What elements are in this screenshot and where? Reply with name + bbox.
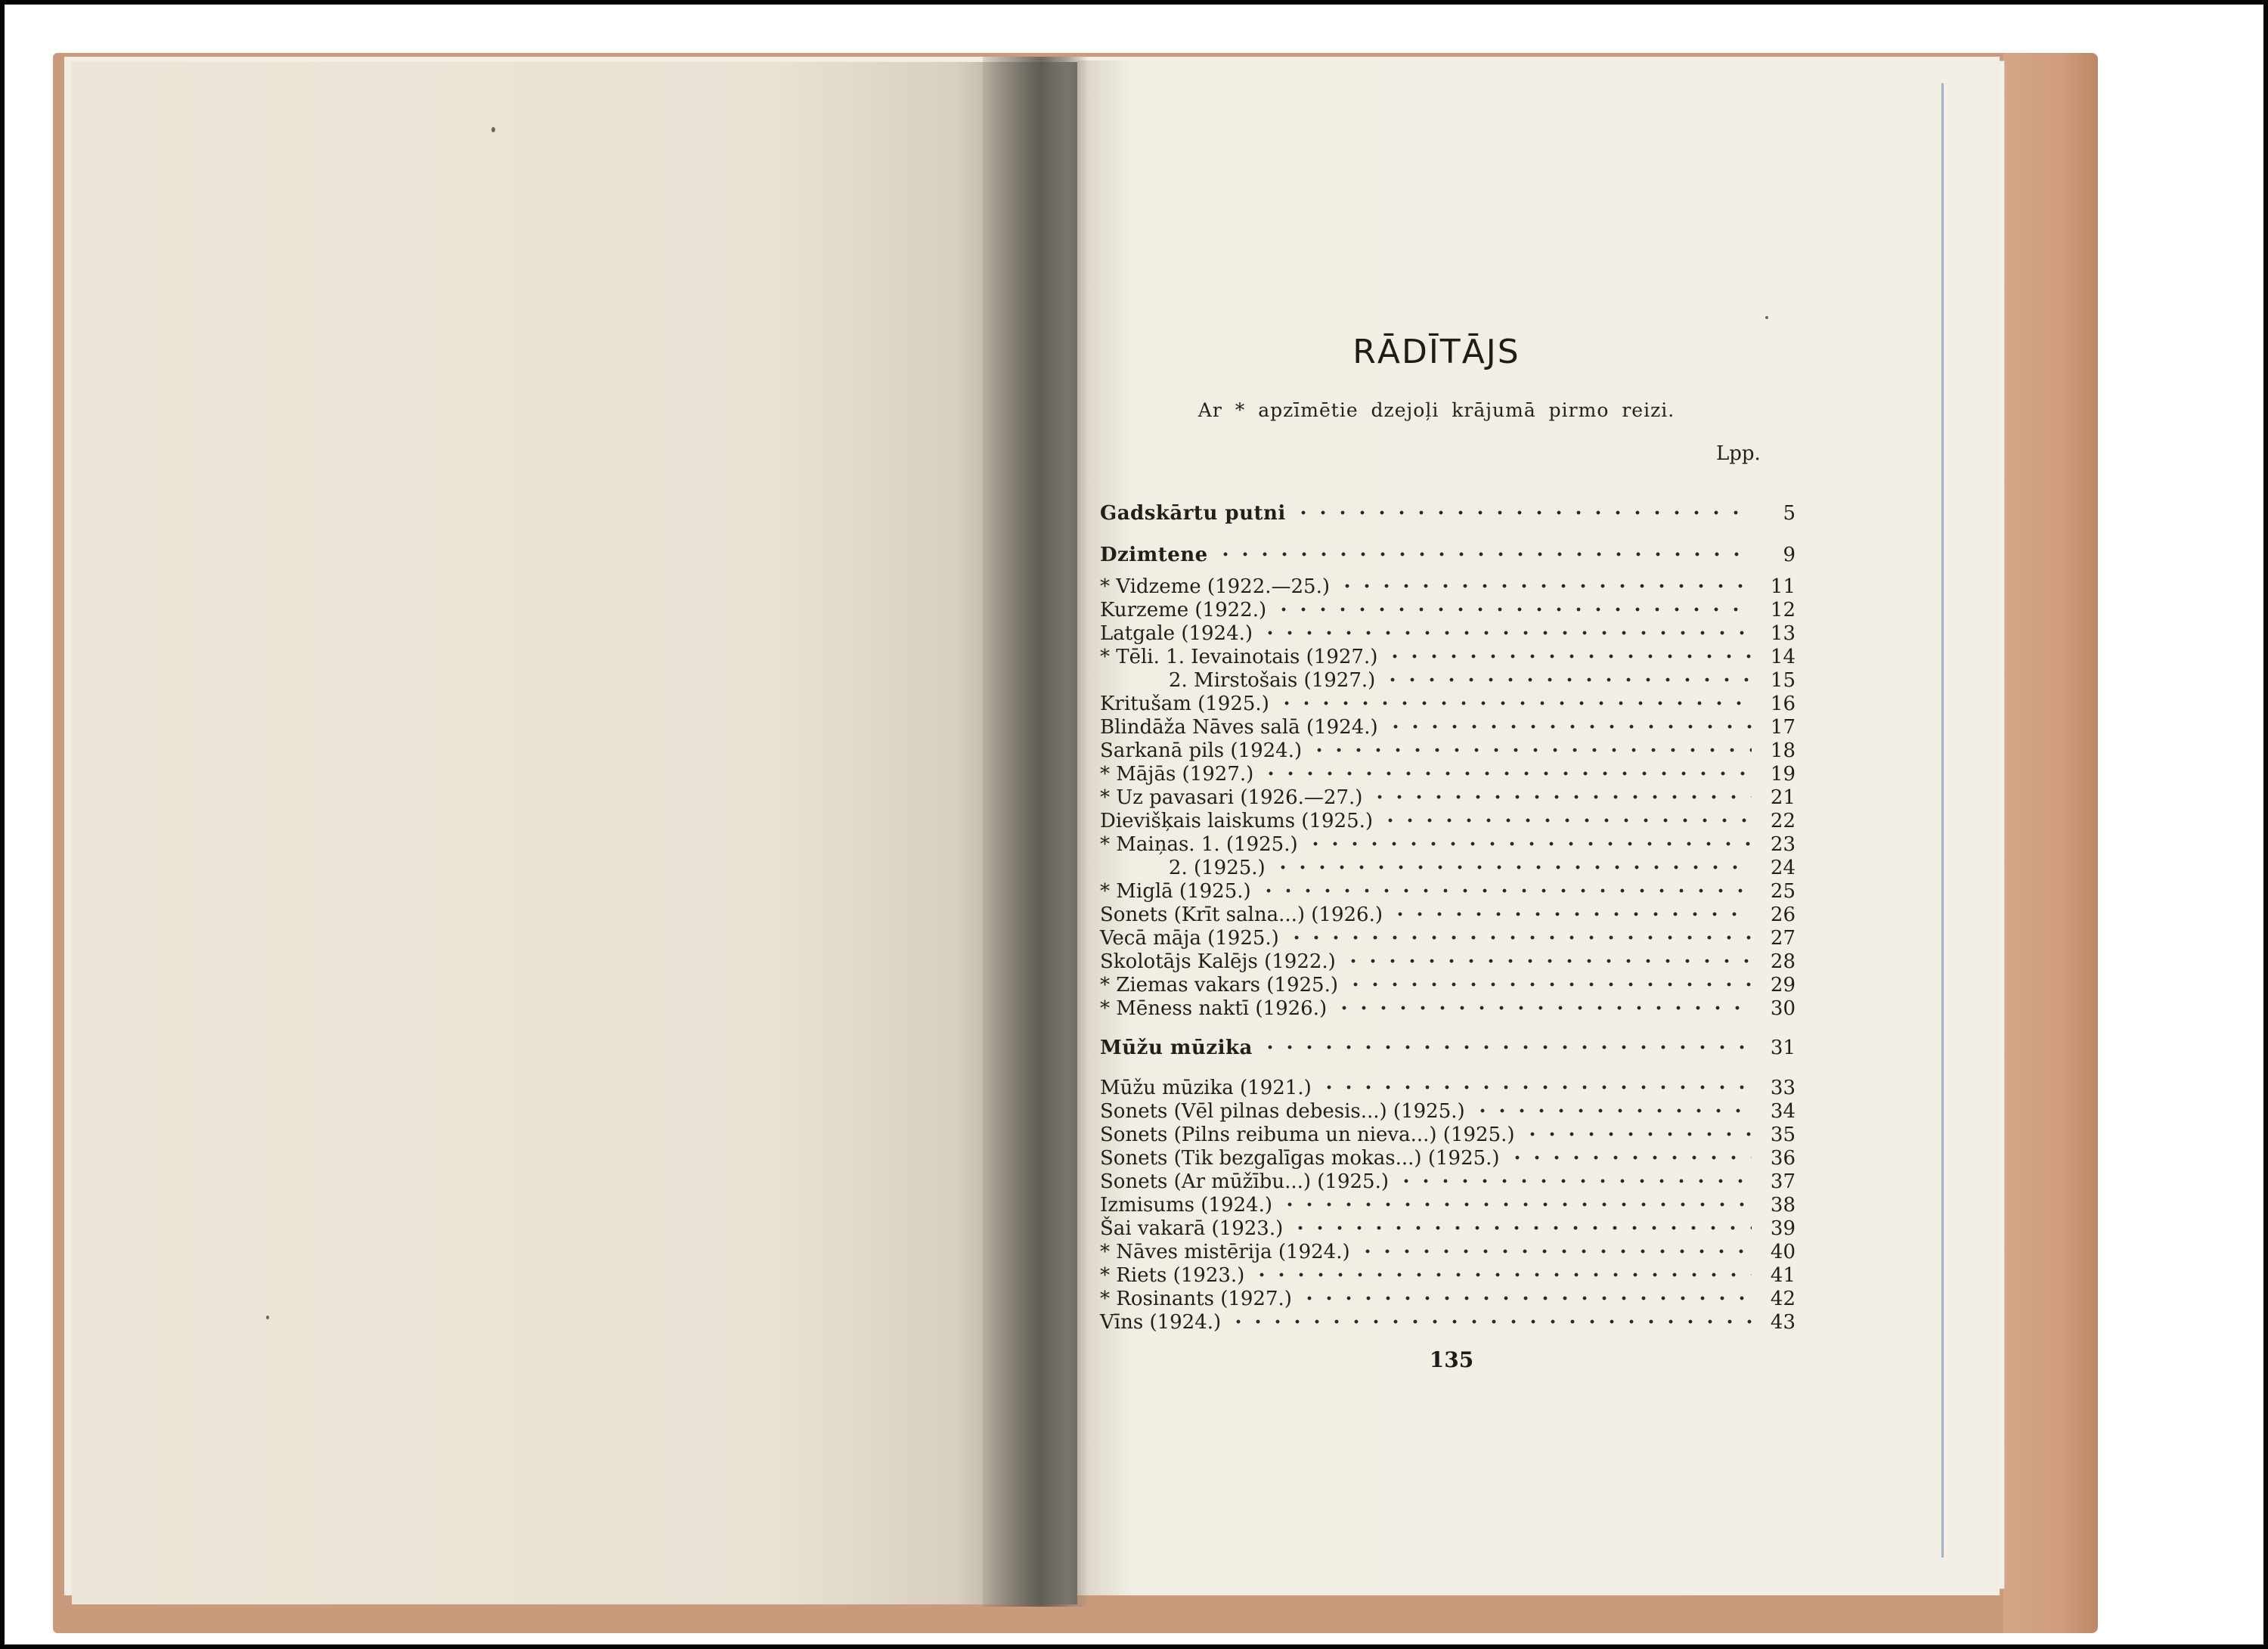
toc-page-number: 27 bbox=[1770, 927, 1796, 950]
paper-speck bbox=[1765, 316, 1768, 319]
dot-leader bbox=[1523, 1127, 1752, 1142]
dot-leader bbox=[1334, 1000, 1752, 1015]
toc-entry bbox=[1100, 783, 1796, 809]
book-gutter bbox=[983, 57, 1089, 1607]
toc-page-number: 17 bbox=[1770, 716, 1796, 739]
left-page-blank bbox=[72, 62, 1077, 1604]
toc-title: * Vidzeme (1922.—25.) bbox=[1100, 575, 1331, 598]
dot-leader bbox=[1385, 649, 1752, 664]
toc-title: * Miglā (1925.) bbox=[1100, 880, 1251, 903]
toc-page-number: 37 bbox=[1770, 1170, 1796, 1193]
toc-entry bbox=[1100, 1191, 1796, 1217]
toc-entry bbox=[1100, 690, 1796, 715]
toc-page-number: 38 bbox=[1770, 1194, 1796, 1217]
dot-leader bbox=[1370, 789, 1752, 804]
paper-speck bbox=[266, 1316, 269, 1319]
toc-title: Sonets (Krīt salna...) (1926.) bbox=[1100, 904, 1383, 926]
toc-title: Gadskārtu putni bbox=[1100, 502, 1286, 525]
toc-page-number: 18 bbox=[1770, 739, 1796, 762]
paper-speck bbox=[491, 127, 495, 132]
toc-page-number: 33 bbox=[1770, 1077, 1796, 1099]
toc-page-number: 14 bbox=[1770, 646, 1796, 668]
dot-leader bbox=[1300, 1291, 1752, 1306]
dot-leader bbox=[1309, 742, 1752, 758]
toc-title: Sonets (Tik bezgalīgas mokas...) (1925.) bbox=[1100, 1147, 1500, 1170]
toc-title: Mūžu mūzika (1921.) bbox=[1100, 1077, 1312, 1099]
dot-leader bbox=[1280, 1197, 1752, 1212]
toc-page-number: 21 bbox=[1770, 786, 1796, 809]
dot-leader bbox=[1383, 672, 1752, 687]
toc-title: Dievišķais laiskums (1925.) bbox=[1100, 810, 1374, 832]
toc-title: * Maiņas. 1. (1925.) bbox=[1100, 833, 1298, 856]
toc-entry bbox=[1100, 1261, 1796, 1287]
toc-entry bbox=[1100, 643, 1796, 668]
toc-title: * Uz pavasari (1926.—27.) bbox=[1100, 786, 1363, 809]
page-column-header: Lpp. bbox=[1716, 442, 1761, 465]
dot-leader bbox=[1273, 860, 1752, 875]
toc-entry bbox=[1100, 830, 1796, 856]
toc-title: Dzimtene bbox=[1100, 544, 1208, 566]
toc-entry bbox=[1100, 713, 1796, 739]
toc-page-number: 25 bbox=[1770, 880, 1796, 903]
dot-leader bbox=[1390, 907, 1752, 922]
dot-leader bbox=[1261, 766, 1752, 781]
toc-entry bbox=[1100, 877, 1796, 903]
dot-leader bbox=[1216, 547, 1752, 562]
toc-title: Skolotājs Kalējs (1922.) bbox=[1100, 950, 1336, 973]
dot-leader bbox=[1319, 1080, 1752, 1095]
toc-entry bbox=[1100, 1238, 1796, 1263]
toc-entry bbox=[1100, 760, 1796, 786]
toc-title: Kurzeme (1922.) bbox=[1100, 599, 1267, 621]
toc-page-number: 30 bbox=[1770, 997, 1796, 1020]
toc-title: Šai vakarā (1923.) bbox=[1100, 1217, 1284, 1240]
toc-entry bbox=[1100, 1285, 1796, 1310]
dot-leader bbox=[1507, 1150, 1752, 1165]
toc-title: * Nāves mistērija (1924.) bbox=[1100, 1241, 1350, 1263]
toc-page-number: 28 bbox=[1770, 950, 1796, 973]
toc-title: * Mājās (1927.) bbox=[1100, 763, 1254, 786]
toc-page-number: 42 bbox=[1770, 1288, 1796, 1310]
dot-leader bbox=[1228, 1314, 1752, 1329]
toc-page-number: 39 bbox=[1770, 1217, 1796, 1240]
toc-page-number: 41 bbox=[1770, 1264, 1796, 1287]
toc-title: 2. (1925.) bbox=[1100, 857, 1266, 879]
toc-title: Latgale (1924.) bbox=[1100, 622, 1253, 645]
toc-page-number: 26 bbox=[1770, 904, 1796, 926]
toc-entry bbox=[1100, 1097, 1796, 1123]
toc-page-number: 22 bbox=[1770, 810, 1796, 832]
toc-entry bbox=[1100, 971, 1796, 997]
toc-page-number: 29 bbox=[1770, 974, 1796, 997]
toc-page-number: 5 bbox=[1783, 502, 1796, 525]
toc-title: Sonets (Ar mūžību...) (1925.) bbox=[1100, 1170, 1389, 1193]
toc-entry bbox=[1100, 596, 1796, 621]
toc-page-number: 35 bbox=[1770, 1124, 1796, 1146]
index-note: Ar * apzīmētie dzejoļi krājumā pirmo reizi. bbox=[1198, 399, 1675, 421]
toc-entry bbox=[1100, 666, 1796, 692]
toc-section bbox=[1100, 1034, 1796, 1059]
toc-title: Sonets (Vēl pilnas debesis...) (1925.) bbox=[1100, 1100, 1465, 1123]
dot-leader bbox=[1396, 1173, 1752, 1189]
toc-title: Blindāža Nāves salā (1924.) bbox=[1100, 716, 1378, 739]
cover-edge-right bbox=[2003, 53, 2098, 1633]
toc-page-number: 24 bbox=[1770, 857, 1796, 879]
toc-entry bbox=[1100, 947, 1796, 973]
dot-leader bbox=[1252, 1267, 1752, 1282]
dot-leader bbox=[1337, 578, 1752, 594]
dot-leader bbox=[1287, 930, 1752, 945]
toc-title: 2. Mirstošais (1927.) bbox=[1100, 669, 1376, 692]
toc-entry bbox=[1100, 572, 1796, 598]
toc-page-number: 19 bbox=[1770, 763, 1796, 786]
toc-page-number: 16 bbox=[1770, 693, 1796, 715]
paper-speck bbox=[1046, 1455, 1049, 1458]
toc-title: * Riets (1923.) bbox=[1100, 1264, 1245, 1287]
toc-entry bbox=[1100, 1144, 1796, 1170]
toc-entry bbox=[1100, 1308, 1796, 1334]
toc-title: * Tēli. 1. Ievainotais (1927.) bbox=[1100, 646, 1378, 668]
dot-leader bbox=[1306, 836, 1752, 851]
toc-entry bbox=[1100, 924, 1796, 950]
dot-leader bbox=[1294, 505, 1752, 520]
toc-entry bbox=[1100, 619, 1796, 645]
page-edge-blue-line bbox=[1941, 83, 1944, 1558]
toc-entry bbox=[1100, 854, 1796, 879]
toc-entry bbox=[1100, 1121, 1796, 1146]
toc-page-number: 36 bbox=[1770, 1147, 1796, 1170]
toc-page-number: 23 bbox=[1770, 833, 1796, 856]
toc-page-number: 43 bbox=[1770, 1311, 1796, 1334]
toc-title: Sonets (Pilns reibuma un nieva...) (1925.) bbox=[1100, 1124, 1515, 1146]
toc-page-number: 40 bbox=[1770, 1241, 1796, 1263]
toc-page-number: 11 bbox=[1770, 575, 1796, 598]
toc-page-number: 15 bbox=[1770, 669, 1796, 692]
dot-leader bbox=[1260, 1040, 1752, 1055]
dot-leader bbox=[1380, 813, 1752, 828]
toc-title: Vīns (1924.) bbox=[1100, 1311, 1222, 1334]
toc-entry bbox=[1100, 1167, 1796, 1193]
toc-entry bbox=[1100, 994, 1796, 1020]
page-number: 135 bbox=[1429, 1347, 1474, 1372]
toc-title: * Rosinants (1927.) bbox=[1100, 1288, 1292, 1310]
toc-page-number: 9 bbox=[1783, 544, 1796, 566]
page-title: RĀDĪTĀJS bbox=[1352, 333, 1520, 371]
toc-entry bbox=[1100, 736, 1796, 762]
toc-title: Kritušam (1925.) bbox=[1100, 693, 1269, 715]
toc-entry bbox=[1100, 1214, 1796, 1240]
toc-title: Izmisums (1924.) bbox=[1100, 1194, 1273, 1217]
toc-page-number: 12 bbox=[1770, 599, 1796, 621]
toc-title: Mūžu mūzika bbox=[1100, 1037, 1253, 1059]
toc-section bbox=[1100, 499, 1796, 525]
dot-leader bbox=[1346, 977, 1752, 992]
toc-page-number: 31 bbox=[1770, 1037, 1796, 1059]
dot-leader bbox=[1259, 883, 1752, 898]
dot-leader bbox=[1473, 1103, 1752, 1118]
dot-leader bbox=[1260, 625, 1752, 640]
toc-entry bbox=[1100, 807, 1796, 832]
toc-title: Vecā māja (1925.) bbox=[1100, 927, 1279, 950]
toc-section bbox=[1100, 541, 1796, 566]
dot-leader bbox=[1358, 1244, 1752, 1259]
dot-leader bbox=[1343, 953, 1752, 969]
dot-leader bbox=[1386, 719, 1752, 734]
dot-leader bbox=[1290, 1220, 1752, 1235]
toc-entry bbox=[1100, 900, 1796, 926]
toc-title: * Ziemas vakars (1925.) bbox=[1100, 974, 1338, 997]
toc-title: Sarkanā pils (1924.) bbox=[1100, 739, 1303, 762]
toc-page-number: 13 bbox=[1770, 622, 1796, 645]
dot-leader bbox=[1274, 602, 1752, 617]
toc-page-number: 34 bbox=[1770, 1100, 1796, 1123]
dot-leader bbox=[1277, 696, 1752, 711]
toc-entry bbox=[1100, 1074, 1796, 1099]
toc-title: * Mēness naktī (1926.) bbox=[1100, 997, 1328, 1020]
